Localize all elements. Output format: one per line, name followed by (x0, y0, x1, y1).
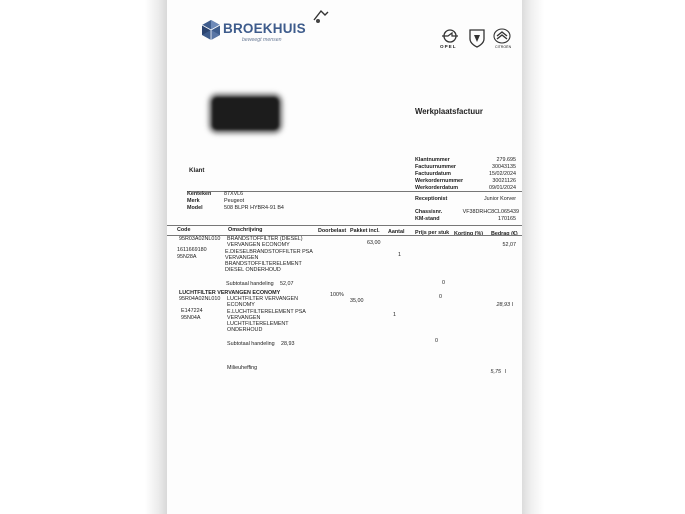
block1-part-desc-1: E.DIESELBRANDSTOFFILTER PSA (225, 249, 313, 255)
block2-part-desc-3: LUCHTFILTERELEMENT (227, 321, 289, 327)
block2-desc-2: ECONOMY (227, 302, 255, 308)
block2-code: 95R04A02NL010 (179, 296, 221, 302)
block1-part-desc-2: VERVANGEN (225, 255, 259, 261)
block2-amount: 28,93 (496, 302, 510, 308)
invoice-number-value: 30043135 (492, 164, 516, 170)
block2-part-code-1: E147224 (181, 308, 203, 314)
workorder-date-value: 09/01/2024 (489, 185, 516, 191)
block2-heading: LUCHTFILTER VERVANGEN ECONOMY (179, 290, 281, 296)
block2-part-desc-4: ONDERHOUD (227, 327, 263, 333)
block1-amount: 52,07 (502, 242, 516, 248)
environment-fee-amount: 5,75 (490, 369, 501, 375)
col-description: Omschrijving (228, 227, 263, 233)
block2-desc-1: LUCHTFILTER VERVANGEN (227, 296, 298, 302)
customer-number-value: 279.695 (496, 157, 516, 163)
col-doorbelast: Doorbelast (318, 228, 347, 234)
environment-fee-label: Milieuheffing (227, 365, 258, 371)
block1-part-desc-4: DIESEL ONDERHOUD (225, 267, 281, 273)
scan-shadow-left (145, 0, 167, 514)
invoice-number-label: Factuurnummer (415, 164, 457, 170)
citroen-label: CITROËN (495, 45, 512, 49)
plate-value: 87XVL6 (224, 191, 244, 197)
block2-doorbelast: 100% (330, 292, 344, 298)
col-package: Pakket incl. (350, 228, 380, 234)
block2-part-desc-1: E.LUCHTFILTERELEMENT PSA (227, 309, 306, 315)
block2-amount-mark: ǀ (512, 302, 514, 308)
col-amount: Bedrag (€) (491, 231, 518, 237)
block2-part-discount: 0 (435, 338, 438, 344)
block1-quantity: 1 (398, 252, 401, 258)
workorder-number-label: Werkordernummer (415, 178, 464, 184)
block2-subtotal: 28,93 (281, 341, 295, 347)
block1-part-code-1: 1611669180 (177, 247, 207, 253)
broekhuis-logo-icon (201, 19, 221, 41)
block2-part-code-2: 95N04A (181, 315, 201, 321)
block1-code: 95R03A02NL010 (179, 236, 221, 242)
scan-shadow-right (522, 0, 544, 514)
workorder-number-value: 30021126 (492, 178, 516, 184)
customer-number-label: Klantnummer (415, 157, 450, 163)
block2-part-desc-2: VERVANGEN (227, 315, 261, 321)
km-label: KM-stand (415, 216, 440, 222)
model-value: 508 BLPR HYBR4-91 B4 (224, 205, 284, 211)
block1-discount: 0 (442, 280, 445, 286)
environment-fee-mark: ǀ (505, 369, 507, 375)
block1-part-code-2: 95N28A (177, 254, 197, 260)
scan-artifact-icon (312, 6, 330, 26)
invoice-date-label: Factuurdatum (415, 171, 451, 177)
make-value: Peugeot (224, 198, 245, 204)
plate-label: Kenteken (187, 191, 212, 197)
invoice-page (167, 0, 522, 514)
model-label: Model (187, 205, 203, 211)
col-unit-price: Prijs per stuk (415, 230, 450, 236)
redacted-address (212, 97, 279, 130)
col-quantity: Aantal (388, 229, 405, 235)
make-label: Merk (187, 198, 200, 204)
block1-subtotal-label: Subtotaal handeling (226, 281, 274, 287)
receptionist-value: Junior Korver (483, 196, 516, 202)
block1-package: 63,00 (367, 240, 381, 246)
document-title: Werkplaatsfactuur (415, 107, 483, 116)
col-code: Code (177, 227, 191, 233)
brand-tagline: beweegt mensen (242, 37, 282, 43)
customer-label: Klant (189, 167, 205, 174)
block2-discount: 0 (439, 294, 442, 300)
workorder-date-label: Werkorderdatum (415, 185, 459, 191)
chassis-value: VF38DRHC8CL065439 (462, 209, 519, 215)
block2-quantity: 1 (393, 312, 396, 318)
block1-part-desc-3: BRANDSTOFFILTERELEMENT (225, 261, 302, 267)
chassis-label: Chassisnr. (415, 209, 443, 215)
opel-label: OPEL (440, 44, 457, 49)
block1-desc-2: VERVANGEN ECONOMY (227, 242, 290, 248)
peugeot-logo-icon (468, 28, 486, 48)
receptionist-label: Receptionist (415, 196, 448, 202)
block2-subtotal-label: Subtotaal handeling (227, 341, 275, 347)
brand-name: BROEKHUIS (223, 21, 306, 36)
block1-desc-1: BRANDSTOFFILTER (DIESEL) (227, 236, 303, 242)
col-discount: Korting (%) (454, 231, 484, 237)
citroen-logo-icon (493, 28, 511, 44)
km-value: 170165 (498, 216, 516, 222)
invoice-date-value: 15/02/2024 (489, 171, 516, 177)
table-top-rule (167, 225, 522, 226)
block1-subtotal: 52,07 (280, 281, 294, 287)
block2-package: 35,00 (350, 298, 364, 304)
